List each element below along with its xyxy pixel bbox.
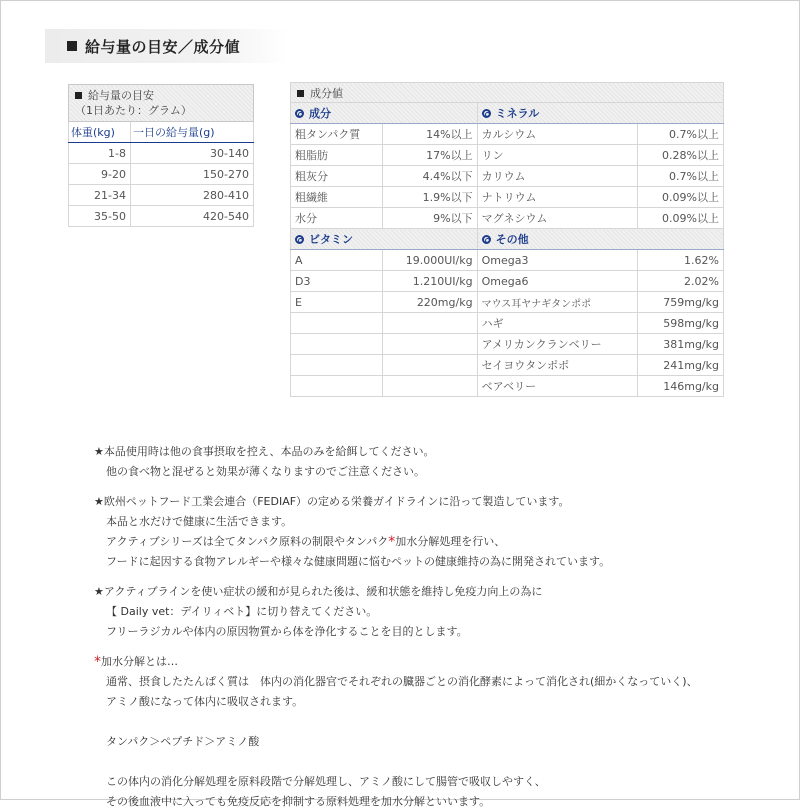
double-circle-icon bbox=[482, 235, 491, 244]
component-value: 1.9%以下 bbox=[382, 187, 477, 208]
note-line: この体内の消化分解処理を原料段階で分解処理し、アミノ酸にして腸管で吸収しやすく、 bbox=[106, 775, 546, 788]
empty-cell bbox=[382, 376, 477, 397]
weight-cell: 21-34 bbox=[69, 185, 131, 206]
section-vitamin-label: ビタミン bbox=[309, 233, 353, 246]
component-value: 4.4%以下 bbox=[382, 166, 477, 187]
other-value: 2.02% bbox=[638, 271, 724, 292]
mineral-name: マグネシウム bbox=[477, 208, 638, 229]
other-name: ベアベリー bbox=[477, 376, 638, 397]
table-row bbox=[291, 166, 724, 187]
other-value: 241mg/kg bbox=[638, 355, 724, 376]
composition-table-header bbox=[291, 83, 724, 103]
note-line: 通常、摂食したたんぱく質は 体内の消化器官でそれぞれの臓器ごとの消化酵素によって消化され(細かくなっていく)、 bbox=[106, 675, 698, 688]
component-value: 9%以下 bbox=[382, 208, 477, 229]
note-line: ★アクティブラインを使い症状の緩和が見られた後は、緩和状態を維持し免疫力向上の為に bbox=[94, 585, 543, 598]
table-row bbox=[291, 355, 724, 376]
other-value: 759mg/kg bbox=[638, 292, 724, 313]
note-line: フリーラジカルや体内の原因物質から体を浄化することを目的とします。 bbox=[106, 625, 468, 638]
composition-header-cell bbox=[291, 83, 724, 103]
table-row bbox=[291, 292, 724, 313]
double-circle-icon bbox=[482, 109, 491, 118]
vitamin-value: 1.210UI/kg bbox=[382, 271, 477, 292]
square-bullet-icon bbox=[67, 41, 77, 51]
table-row bbox=[69, 206, 254, 227]
note-line: ★本品使用時は他の食事摂取を控え、本品のみを給餌してください。 bbox=[94, 445, 435, 458]
double-circle-icon bbox=[295, 109, 304, 118]
weight-cell: 1-8 bbox=[69, 143, 131, 164]
weight-column-header: 体重(kg) bbox=[69, 122, 131, 143]
other-name: セイヨウタンポポ bbox=[477, 355, 638, 376]
component-value: 17%以上 bbox=[382, 145, 477, 166]
table-row bbox=[291, 208, 724, 229]
weight-cell: 9-20 bbox=[69, 164, 131, 185]
note-line: フードに起因する食物アレルギーや様々な健康問題に悩むペットの健康維持の為に開発されています。 bbox=[106, 555, 611, 568]
table-row bbox=[291, 313, 724, 334]
amount-column-header: 一日の給与量(g) bbox=[131, 122, 254, 143]
note-line: 【 Daily vet：デイリィベト】に切り替えてください。 bbox=[106, 605, 378, 618]
mineral-name: カリウム bbox=[477, 166, 638, 187]
other-name: Omega6 bbox=[477, 271, 638, 292]
square-bullet-icon bbox=[75, 92, 82, 99]
mineral-name: カルシウム bbox=[477, 124, 638, 145]
table-row bbox=[291, 145, 724, 166]
note-line bbox=[94, 532, 794, 552]
component-value: 14%以上 bbox=[382, 124, 477, 145]
page-title bbox=[45, 29, 287, 63]
empty-cell bbox=[382, 313, 477, 334]
section-component-label: 成分 bbox=[309, 107, 331, 120]
other-value: 146mg/kg bbox=[638, 376, 724, 397]
amount-cell: 150-270 bbox=[131, 164, 254, 185]
table-row bbox=[291, 250, 724, 271]
asterisk-mark: * bbox=[388, 534, 396, 550]
feeding-table-header bbox=[69, 85, 254, 122]
empty-cell bbox=[382, 334, 477, 355]
table-row bbox=[291, 376, 724, 397]
section-header-row bbox=[291, 103, 724, 124]
vitamin-name: E bbox=[291, 292, 383, 313]
feeding-header-title: 給与量の目安 bbox=[88, 89, 154, 102]
other-value: 1.62% bbox=[638, 250, 724, 271]
note-line: ★欧州ペットフード工業会連合（FEDIAF）の定める栄養ガイドラインに沿って製造しています。 bbox=[94, 495, 570, 508]
note-line: アミノ酸になって体内に吸収されます。 bbox=[106, 695, 304, 708]
section-other-label: その他 bbox=[495, 233, 529, 246]
note-line: タンパク＞ペプチド＞アミノ酸 bbox=[106, 735, 260, 748]
mineral-value: 0.28%以上 bbox=[638, 145, 724, 166]
weight-cell: 35-50 bbox=[69, 206, 131, 227]
empty-cell bbox=[291, 313, 383, 334]
empty-cell bbox=[291, 334, 383, 355]
mineral-value: 0.7%以上 bbox=[638, 124, 724, 145]
double-circle-icon bbox=[295, 235, 304, 244]
square-bullet-icon bbox=[297, 90, 304, 97]
section-component-header bbox=[291, 103, 478, 124]
feeding-column-headers bbox=[69, 122, 254, 143]
mineral-value: 0.7%以上 bbox=[638, 166, 724, 187]
section-other-header bbox=[477, 229, 723, 250]
composition-table bbox=[290, 82, 724, 397]
vitamin-value: 220mg/kg bbox=[382, 292, 477, 313]
empty-cell bbox=[291, 355, 383, 376]
component-name: 粗繊維 bbox=[291, 187, 383, 208]
notes-section bbox=[94, 442, 794, 812]
component-name: 粗タンパク質 bbox=[291, 124, 383, 145]
other-name: Omega3 bbox=[477, 250, 638, 271]
feeding-header-cell bbox=[69, 85, 254, 122]
asterisk-mark: * bbox=[94, 654, 101, 670]
feeding-table bbox=[68, 84, 254, 227]
table-row bbox=[69, 164, 254, 185]
table-row bbox=[69, 143, 254, 164]
note-text: 加水分解とは… bbox=[101, 655, 178, 668]
note-line bbox=[94, 652, 794, 672]
section-mineral-header bbox=[477, 103, 723, 124]
section-vitamin-header bbox=[291, 229, 478, 250]
page-title-text: 給与量の目安／成分値 bbox=[85, 37, 241, 56]
table-row bbox=[291, 124, 724, 145]
note-line: 本品と水だけで健康に生活できます。 bbox=[106, 515, 293, 528]
note-line: その後血液中に入っても免疫反応を抑制する原料処理を加水分解といいます。 bbox=[106, 795, 491, 808]
other-name: アメリカンクランベリー bbox=[477, 334, 638, 355]
vitamin-name: A bbox=[291, 250, 383, 271]
table-row bbox=[69, 185, 254, 206]
mineral-name: ナトリウム bbox=[477, 187, 638, 208]
feeding-header-subtitle: （1日あたり：グラム） bbox=[75, 104, 192, 117]
other-value: 381mg/kg bbox=[638, 334, 724, 355]
note-text: アクティブシリーズは全てタンパク原料の制限やタンパク bbox=[106, 535, 389, 548]
table-row bbox=[291, 334, 724, 355]
note-text: 加水分解処理を行い、 bbox=[395, 535, 506, 548]
vitamin-value: 19.000UI/kg bbox=[382, 250, 477, 271]
section-mineral-label: ミネラル bbox=[495, 107, 540, 120]
note-line: 他の食べ物と混ぜると効果が薄くなりますのでご注意ください。 bbox=[106, 465, 425, 478]
amount-cell: 280-410 bbox=[131, 185, 254, 206]
mineral-name: リン bbox=[477, 145, 638, 166]
mineral-value: 0.09%以上 bbox=[638, 208, 724, 229]
amount-cell: 420-540 bbox=[131, 206, 254, 227]
other-name: ハギ bbox=[477, 313, 638, 334]
empty-cell bbox=[382, 355, 477, 376]
composition-header-title: 成分値 bbox=[310, 86, 343, 100]
other-value: 598mg/kg bbox=[638, 313, 724, 334]
table-row bbox=[291, 187, 724, 208]
other-name: マウス耳ヤナギタンポポ bbox=[477, 292, 638, 313]
component-name: 粗灰分 bbox=[291, 166, 383, 187]
section-header-row bbox=[291, 229, 724, 250]
component-name: 水分 bbox=[291, 208, 383, 229]
component-name: 粗脂肪 bbox=[291, 145, 383, 166]
amount-cell: 30-140 bbox=[131, 143, 254, 164]
empty-cell bbox=[291, 376, 383, 397]
table-row bbox=[291, 271, 724, 292]
mineral-value: 0.09%以上 bbox=[638, 187, 724, 208]
vitamin-name: D3 bbox=[291, 271, 383, 292]
